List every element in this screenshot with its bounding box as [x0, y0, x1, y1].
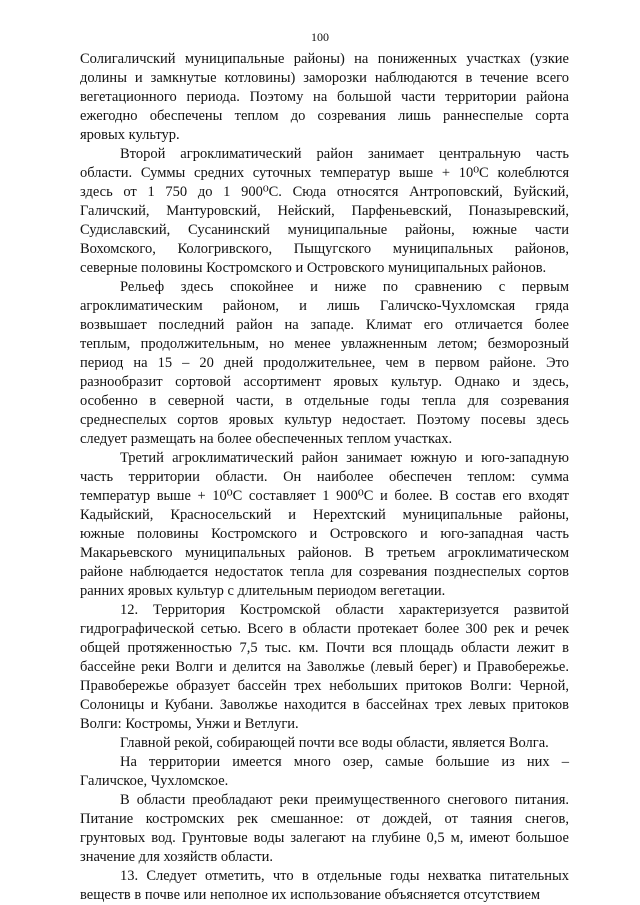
text-line: вегетационного периода. Поэтому на большой части территории района: [80, 89, 569, 105]
paragraph: [80, 734, 569, 753]
text-line: особенно в северной части, в отдельные годы тепла для созревания: [80, 393, 569, 409]
text-line: агроклиматическим районом, и лишь Галичско-Чухломская гряда: [80, 298, 569, 314]
text-line: 12. Территория Костромской области характеризуется развитой: [120, 602, 569, 618]
text-line: южные половины Костромского и Островского и юго-западная часть: [80, 526, 569, 542]
paragraph: [80, 278, 569, 449]
paragraph: [80, 145, 569, 278]
text-line: яровых культур.: [80, 127, 180, 143]
text-line: Второй агроклиматический район занимает центральную часть: [120, 146, 569, 162]
text-line: разнообразит сортовой ассортимент яровых культур. Однако и здесь,: [80, 374, 569, 390]
paragraph: [80, 753, 569, 791]
text-line: бассейне реки Волги и делится на Заволжье (левый берег) и Правобережье.: [80, 659, 569, 675]
text-line: Макарьевского муниципальных районов. В третьем агроклиматическом: [80, 545, 569, 561]
body-text: [80, 50, 569, 905]
text-line: ранних яровых культур с длительным периодом вегетации.: [80, 583, 446, 599]
text-line: Волги: Костромы, Унжи и Ветлуги.: [80, 716, 299, 732]
text-line: среднеспелых сортов яровых культур недостает. Поэтому посевы здесь: [80, 412, 569, 428]
paragraph: [80, 791, 569, 867]
text-line: Судиславский, Сусанинский муниципальные районы, южные части: [80, 222, 569, 238]
text-line: Солигаличский муниципальные районы) на пониженных участках (узкие: [80, 51, 569, 67]
text-line: Кадыйский, Красносельский и Нерехтский муниципальные районы,: [80, 507, 569, 523]
text-line: следует размещать на более обеспеченных теплом участках.: [80, 431, 453, 447]
text-line: гидрографической сетью. Всего в области протекает более 300 рек и речек: [80, 621, 569, 637]
text-line: области. Суммы средних суточных температур выше + 10⁰С колеблются: [80, 165, 569, 181]
text-line: Рельеф здесь спокойнее и ниже по сравнению с первым: [120, 279, 569, 295]
paragraph: [80, 601, 569, 734]
text-line: теплым, продолжительным, но менее увлажненным летом; безморозный: [80, 336, 569, 352]
text-line: 13. Следует отметить, что в отдельные годы нехватка питательных: [120, 868, 569, 884]
text-line: здесь от 1 750 до 1 900⁰С. Сюда относятся Антроповский, Буйский,: [80, 184, 569, 200]
paragraph: [80, 50, 569, 145]
paragraph: [80, 867, 569, 905]
text-line: часть территории области. Он наиболее обеспечен теплом: сумма: [80, 469, 569, 485]
paragraph: [80, 449, 569, 601]
text-line: Галичский, Мантуровский, Нейский, Парфеньевский, Поназыревский,: [80, 203, 569, 219]
page-number: 100: [311, 30, 329, 44]
text-line: Третий агроклиматический район занимает южную и юго-западную: [120, 450, 569, 466]
text-line: общей протяженностью 7,5 тыс. км. Почти вся площадь области лежит в: [80, 640, 569, 656]
text-line: северные половины Костромского и Островского муниципальных районов.: [80, 260, 547, 276]
text-line: На территории имеется много озер, самые большие из них –: [120, 754, 569, 770]
text-line: период на 15 – 20 дней продолжительнее, чем в первом районе. Это: [80, 355, 569, 371]
text-line: Главной рекой, собирающей почти все воды области, является Волга.: [120, 735, 549, 751]
text-line: В области преобладают реки преимущественного снегового питания.: [120, 792, 569, 808]
text-line: значение для хозяйств области.: [80, 849, 274, 865]
text-line: Солоницы и Кубани. Заволжье находится в бассейнах трех левых притоков: [80, 697, 569, 713]
text-line: веществ в почве или неполное их использование объясняется отсутствием: [80, 887, 541, 903]
text-line: грунтовых вод. Грунтовые воды залегают на глубине 0,5 м, имеют большое: [80, 830, 569, 846]
text-line: температур выше + 10⁰С составляет 1 900⁰С и более. В состав его входят: [80, 488, 569, 504]
text-line: ежегодно обеспечены теплом до созревания лишь раннеспелые сорта: [80, 108, 569, 124]
text-line: Вохомского, Кологривского, Пыщугского муниципальных районов,: [80, 241, 569, 257]
text-line: Галичское, Чухломское.: [80, 773, 229, 789]
text-line: Правобережье образует бассейн трех небольших притоков Волги: Черной,: [80, 678, 569, 694]
text-line: долины и замкнутые котловины) заморозки наблюдаются в течение всего: [80, 70, 569, 86]
text-line: районе наблюдается недостаток тепла для созревания позднеспелых сортов: [80, 564, 569, 580]
text-line: возвышает последний район на западе. Климат его отличается более: [80, 317, 569, 333]
text-line: Питание костромских рек смешанное: от дождей, от таяния снегов,: [80, 811, 569, 827]
